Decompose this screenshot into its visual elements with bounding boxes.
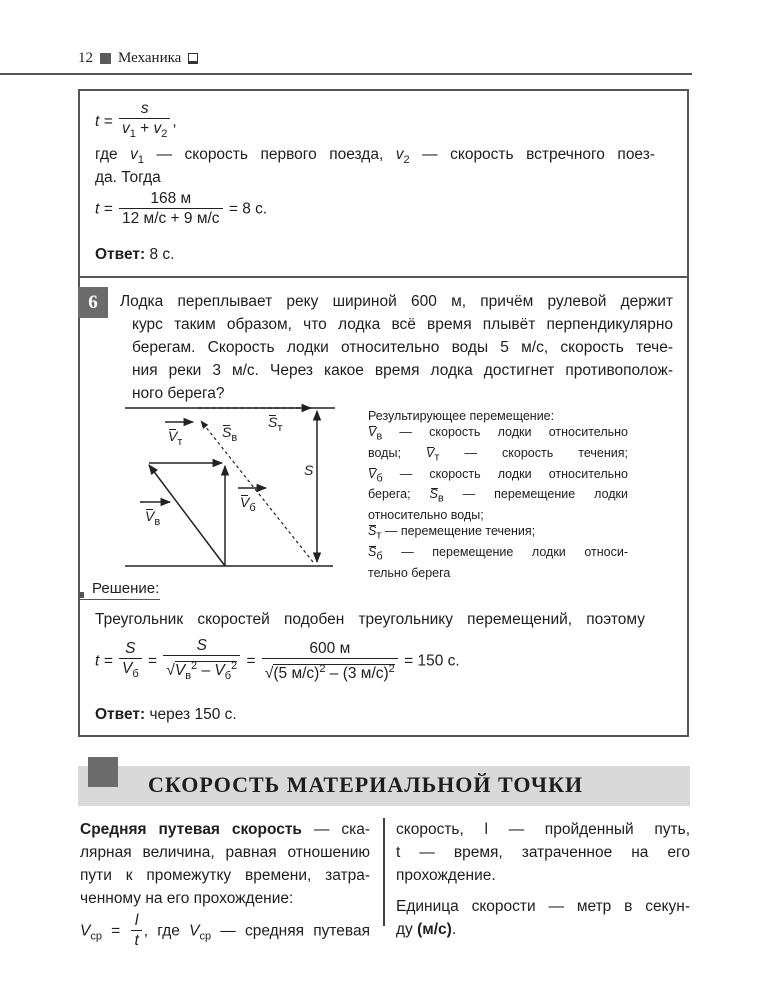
section-name: Механика	[118, 50, 182, 66]
solution-marker-icon	[78, 592, 84, 598]
label-vt: $V_т$	[168, 428, 183, 448]
legend-line: $S_т$ — перемещение течения;	[368, 524, 536, 542]
label-st: $S_т$	[268, 414, 283, 434]
label-s: S	[304, 462, 314, 478]
problem5-text-line: где $v_1$ — скорость первого поезда, $v_2$ — скорость встречного поез-	[95, 146, 655, 167]
diagram-legend	[368, 408, 628, 581]
definition-line: ду (м/с).	[396, 921, 457, 938]
definition-line: t — время, затраченное на его	[396, 844, 690, 861]
section-square-icon	[88, 757, 118, 787]
definition-line: пути к промежутку времени, затра-	[80, 867, 370, 884]
label-vb: $V_б$	[240, 494, 256, 514]
solution-formula: t = $\frac{S}{V_б}$ = $\frac{S}{√V_в^2 - V_б^2}$ = $\frac{600 м}{√(5 м/с)^2 - (3 м/с)^2}$ = 150 с.	[95, 637, 460, 686]
legend-line: $V_б$ — скорость лодки относительно	[368, 466, 628, 485]
problem5-answer: Ответ: 8 с.	[95, 246, 175, 263]
problem5-text-line: да. Тогда	[95, 169, 161, 186]
label-sv: $S_в$	[222, 424, 238, 444]
problem6-line: ния реки 3 м/с. Через какое время лодка достигнет противополож-	[132, 362, 673, 379]
solution-underline	[78, 599, 160, 600]
problem6-line: курс таким образом, что лодка всё время плывёт перпендикулярно	[132, 316, 673, 333]
legend-line: тельно берега	[368, 565, 451, 580]
legend-line: $V_в$ — скорость лодки относительно	[368, 425, 628, 443]
definition-line: лярная величина, равная отношению	[80, 844, 370, 861]
definition-line: Средняя путевая скорость — ска-	[80, 821, 370, 838]
problem6-line: берегам. Скорость лодки относительно воды 5 м/с, скорость тече-	[132, 339, 673, 356]
page-number: 12	[78, 50, 93, 66]
speed-formula: $V_{ср}$ = $\frac{l}{t}$ , где $V_{ср}$ — средняя путевая	[80, 912, 370, 949]
definition-line: ченному на его прохождение:	[80, 890, 294, 907]
legend-title: Результирующее перемещение:	[368, 409, 555, 423]
column-divider	[383, 818, 385, 926]
section-title: СКОРОСТЬ МАТЕРИАЛЬНОЙ ТОЧКИ	[148, 772, 584, 797]
boat-velocity-water-arrow	[149, 465, 225, 566]
legend-line: относительно воды;	[368, 508, 484, 523]
problem6-line: ного берега?	[132, 385, 225, 402]
label-vv: $V_в$	[145, 508, 161, 528]
left-column	[80, 818, 370, 951]
definition-line: скорость, l — пройденный путь,	[396, 821, 690, 838]
solution-text: Треугольник скоростей подобен треугольнику перемещений, поэтому	[95, 611, 645, 628]
definition-line: прохождение.	[396, 867, 496, 884]
right-column	[396, 818, 690, 941]
formula-time-numeric: t = $\frac{168 м}{12 м/с + 9 м/с}$ = 8 с.	[95, 190, 268, 227]
solution-label: Решение:	[92, 580, 160, 597]
formula-time-general: t = $\frac{s}{v_1 + v_2}$ ,	[95, 100, 177, 144]
problem-number-badge: 6	[78, 287, 108, 318]
legend-line: воды; $V_т$ — скорость течения;	[368, 445, 628, 464]
water-displacement-arrow	[201, 421, 313, 562]
definition-line: Единица скорости — метр в секун-	[396, 898, 690, 915]
problem6-answer: Ответ: через 150 с.	[95, 706, 237, 723]
legend-line: берега; $S_в$ — перемещение лодки	[368, 487, 628, 505]
problem6-line: Лодка переплывает реку шириной 600 м, причём рулевой держит	[120, 293, 673, 310]
legend-line: $S_б$ — перемещение лодки относи-	[368, 544, 628, 563]
